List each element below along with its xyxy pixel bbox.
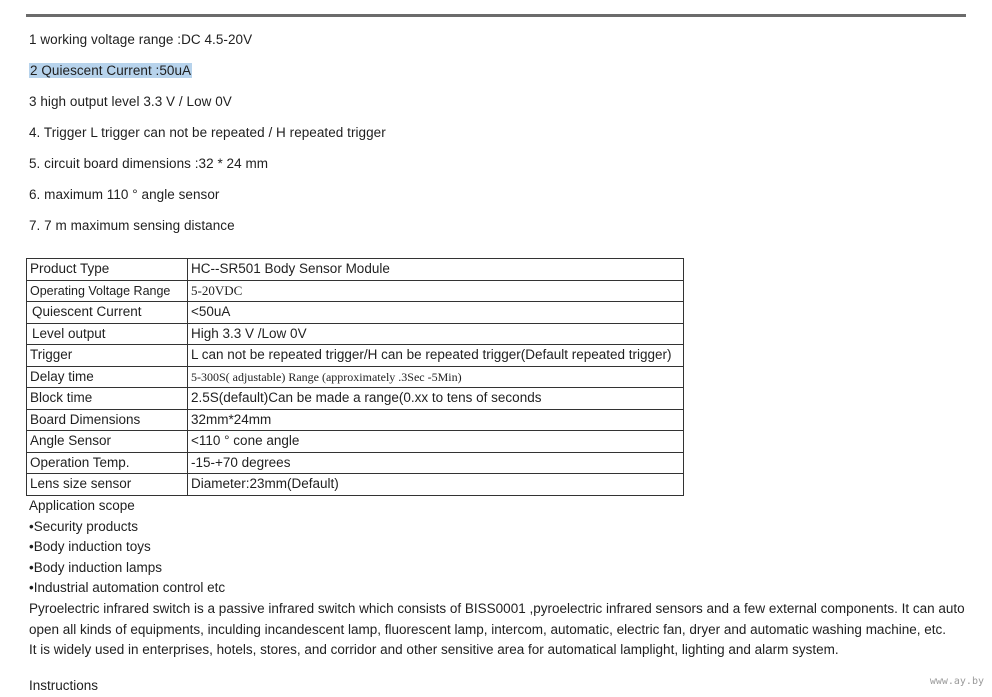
table-value: High 3.3 V /Low 0V xyxy=(188,323,684,345)
table-row xyxy=(27,280,684,302)
table-label: Operation Temp. xyxy=(27,452,188,474)
description-line: It is widely used in enterprises, hotels, stores, and corridor and other sensitive area for automatical lamplight, lighting and alarm system. xyxy=(29,642,839,658)
application-heading: Application scope xyxy=(29,498,135,513)
table-label: Angle Sensor xyxy=(27,431,188,453)
table-value: <110 ° cone angle xyxy=(188,431,684,453)
list-item: •Body induction toys xyxy=(29,539,151,555)
table-row xyxy=(27,388,684,410)
table-value: 5-300S( adjustable) Range (approximately .3Sec -5Min) xyxy=(188,366,684,388)
spec-line-2 xyxy=(29,63,192,78)
table-value: <50uA xyxy=(188,302,684,324)
table-row xyxy=(27,409,684,431)
table-label: Level output xyxy=(27,323,188,345)
description-paragraph xyxy=(29,599,965,661)
table-row xyxy=(27,323,684,345)
application-section xyxy=(29,496,225,599)
table-label: Operating Voltage Range xyxy=(27,280,188,302)
table-row xyxy=(27,474,684,496)
table-label: Trigger xyxy=(27,345,188,367)
table-row xyxy=(27,259,684,281)
table-label: Delay time xyxy=(27,366,188,388)
watermark: www.ay.by xyxy=(929,676,984,687)
table-label: Block time xyxy=(27,388,188,410)
description-line: open all kinds of equipments, inculding incandescent lamp, fluorescent lamp, intercom, automatic, electric fan, dryer and automatic washing machine, etc. xyxy=(29,621,946,637)
spec-table xyxy=(26,258,684,496)
table-label: Lens size sensor xyxy=(27,474,188,496)
table-row xyxy=(27,366,684,388)
spec-line-2-highlight: 2 Quiescent Current :50uA xyxy=(30,63,192,78)
list-item: •Security products xyxy=(29,518,139,534)
table-row xyxy=(27,345,684,367)
spec-line-7: 7. 7 m maximum sensing distance xyxy=(29,218,235,233)
spec-line-3: 3 high output level 3.3 V / Low 0V xyxy=(29,94,232,109)
description-line: Pyroelectric infrared switch is a passive infrared switch which consists of BISS0001 ,pyroelectric infrared sensors and a few external components. It can auto xyxy=(29,601,965,616)
spec-line-4: 4. Trigger L trigger can not be repeated / H repeated trigger xyxy=(29,125,386,140)
table-label: Quiescent Current xyxy=(27,302,188,324)
spec-line-1: 1 working voltage range :DC 4.5-20V xyxy=(29,32,253,47)
table-value: -15-+70 degrees xyxy=(188,452,684,474)
top-divider xyxy=(26,14,966,17)
spec-line-6: 6. maximum 110 ° angle sensor xyxy=(29,187,220,202)
table-value: 5-20VDC xyxy=(188,280,684,302)
instructions-heading: Instructions xyxy=(29,678,99,693)
table-value: Diameter:23mm(Default) xyxy=(188,474,684,496)
table-label: Product Type xyxy=(27,259,188,281)
table-value: 32mm*24mm xyxy=(188,409,684,431)
table-label: Board Dimensions xyxy=(27,409,188,431)
list-item: •Industrial automation control etc xyxy=(29,580,226,596)
table-value: 2.5S(default)Can be made a range(0.xx to tens of seconds xyxy=(188,388,684,410)
list-item: •Body induction lamps xyxy=(29,559,163,575)
spec-line-5: 5. circuit board dimensions :32 * 24 mm xyxy=(29,156,269,171)
table-value: L can not be repeated trigger/H can be repeated trigger(Default repeated trigger) xyxy=(188,345,684,367)
table-row xyxy=(27,302,684,324)
table-value: HC--SR501 Body Sensor Module xyxy=(188,259,684,281)
table-row xyxy=(27,452,684,474)
table-row xyxy=(27,431,684,453)
